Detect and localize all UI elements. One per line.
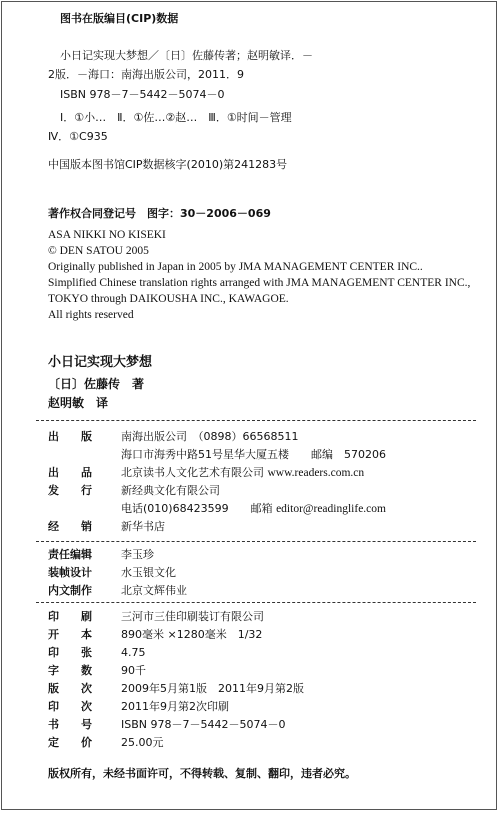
word-count-value: 90千 [121,664,146,677]
designer-value: 水玉银文化 [121,566,176,579]
cip-line-2: 2版．－海口：南海出版公司，2011．9 [48,68,244,81]
section-divider [36,602,476,603]
editor-value: 李玉珍 [121,548,154,561]
seller-value: 新华书店 [121,520,165,533]
book-title: 小日记实现大梦想 [48,355,153,370]
copyright-line: Originally published in Japan in 2005 by JMA MANAGEMENT CENTER INC.. [48,261,423,273]
producer-label: 出 品 [48,466,92,479]
typesetter-value: 北京文辉伟业 [121,584,187,597]
distributor-email: editor@readinglife.com [276,503,386,515]
cip-check-number: 中国版本图书馆CIP数据核字(2010)第241283号 [48,158,288,171]
distributor-value: 新经典文化有限公司 [121,484,220,497]
printer-value: 三河市三佳印刷装订有限公司 [121,610,264,623]
word-count-label: 字 数 [48,664,92,677]
cip-heading: 图书在版编目(CIP)数据 [60,12,179,25]
isbn-value: ISBN 978－7－5442－5074－0 [121,718,286,731]
copyright-line: ASA NIKKI NO KISEKI [48,229,166,241]
format-label: 开 本 [48,628,92,641]
distributor-contact: 电话(010)68423599 邮箱 editor@readinglife.com [121,502,386,515]
typesetter-label: 内文制作 [48,584,92,597]
section-divider [36,420,476,421]
cip-line-3: ISBN 978－7－5442－5074－0 [60,88,225,101]
copyright-line: Simplified Chinese translation rights arranged with JMA MANAGEMENT CENTER INC., [48,277,471,289]
designer-label: 装帧设计 [48,566,92,579]
printer-label: 印 刷 [48,610,92,623]
distributor-label: 发 行 [48,484,92,497]
edition-label: 版 次 [48,682,92,695]
price-value: 25.00元 [121,736,164,749]
edition-value: 2009年5月第1版 2011年9月第2版 [121,682,304,695]
publisher-label: 出 版 [48,430,92,443]
copyright-line: TOKYO through DAIKOUSHA INC., KAWAGOE. [48,293,289,305]
cip-line-1: 小日记实现大梦想／〔日〕佐藤传著；赵明敏译．－ [60,49,313,62]
book-translator: 赵明敏 译 [48,396,109,410]
publisher-address: 海口市海秀中路51号星华大厦五楼 邮编 570206 [121,448,386,461]
copyright-notice: 版权所有，未经书面许可，不得转载、复制、翻印，违者必究。 [48,767,356,780]
price-label: 定 价 [48,736,92,749]
publisher-value: 南海出版公司 （0898）66568511 [121,430,299,443]
copyright-line: © DEN SATOU 2005 [48,245,149,257]
seller-label: 经 销 [48,520,92,533]
copyright-line: All rights reserved [48,309,134,321]
printing-value: 2011年9月第2次印刷 [121,700,229,713]
sheets-value: 4.75 [121,646,146,659]
cip-line-5: Ⅳ．①C935 [48,130,108,143]
producer-website: www.readers.com.cn [267,467,365,479]
copyright-contract: 著作权合同登记号 图字：30－2006－069 [48,207,271,220]
isbn-label: 书 号 [48,718,92,731]
printing-label: 印 次 [48,700,92,713]
format-value: 890毫米 ×1280毫米 1/32 [121,628,263,641]
cip-line-4: Ⅰ．①小… Ⅱ．①佐…②赵… Ⅲ．①时间－管理 [60,111,292,124]
sheets-label: 印 张 [48,646,92,659]
section-divider [36,541,476,542]
editor-label: 责任编辑 [48,548,92,561]
book-author: 〔日〕佐藤传 著 [48,377,145,391]
producer-value: 北京读书人文化艺术有限公司 www.readers.com.cn [121,466,365,479]
